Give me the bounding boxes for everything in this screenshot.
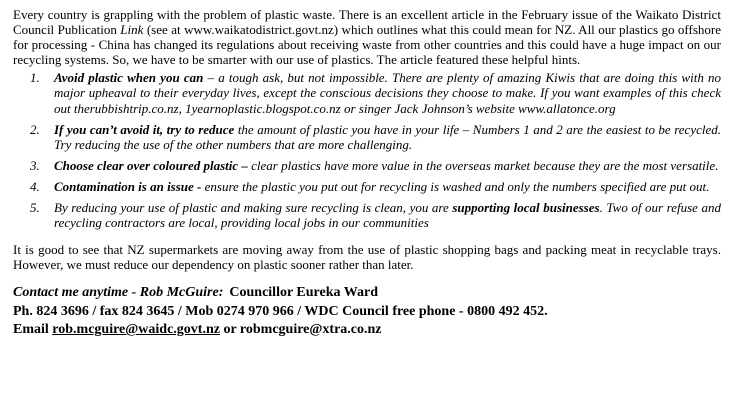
- closing-paragraph: It is good to see that NZ supermarkets are moving away from the use of plastic shopping bags and packing meat in recyclable trays. However, we must reduce our dependency on plastic sooner rather than later.: [13, 242, 721, 273]
- list-item-bold: Contamination is an issue -: [54, 178, 202, 194]
- list-item-text: [54, 122, 721, 152]
- intro-text-pre: Every country is grappling with the problem of plastic waste. There is an excellent article in the February issue of the Waikato District Council Publication: [13, 7, 721, 38]
- list-item-number: 5.: [30, 200, 40, 216]
- contact-email-line: [13, 321, 721, 339]
- list-item: [13, 70, 721, 115]
- contact-title: Councillor Eureka Ward: [229, 285, 378, 301]
- list-item-bold: Choose clear over coloured plastic –: [54, 157, 248, 173]
- contact-name-line: [13, 284, 721, 302]
- helpful-hints-list: [13, 70, 721, 230]
- contact-email-alt: or robmcguire@xtra.co.nz: [219, 322, 382, 338]
- list-item-text: [54, 200, 721, 230]
- contact-name-italic: Contact me anytime - Rob McGuire:: [13, 285, 224, 301]
- intro-text-post: (see at www.waikatodistrict.govt.nz) which outlines what this could mean for NZ. All our plastics go offshore for processing - China has changed its regulations about receiving waste from other countries and this could have a huge impact on our recycling systems. So, we have to be smarter with our use of plastics. The article featured these helpful hints.: [13, 22, 721, 68]
- list-item-post: – a tough ask, but not impossible. There are plenty of amazing Kiwis that are doing this with no major upheaval to their everyday lives, except the conscious decisions they choose to make. If you want examples of this check out therubbishtrip.co.nz, 1yearnoplastic.blogspot.co.nz or singer Jack Johnson’s website www.allatonce.org: [54, 70, 721, 116]
- list-item: [13, 158, 721, 173]
- list-item-text: [54, 179, 721, 194]
- contact-block: [13, 284, 721, 339]
- list-item: [13, 122, 721, 152]
- list-item-post: the amount of plastic you have in your life – Numbers 1 and 2 are the easiest to be recycled. Try reducing the use of the other numbers that are more challenging.: [54, 121, 721, 152]
- list-item-bold: Avoid plastic when you can: [54, 70, 204, 86]
- list-item: [13, 200, 721, 230]
- list-item-number: 1.: [30, 70, 40, 86]
- publication-name: Link: [120, 22, 144, 38]
- contact-phone-line: Ph. 824 3696 / fax 824 3645 / Mob 0274 970 966 / WDC Council free phone - 0800 492 452.: [13, 303, 548, 319]
- list-item-text: [54, 70, 721, 115]
- list-item-number: 3.: [30, 157, 40, 173]
- intro-paragraph: [13, 7, 721, 67]
- list-item-number: 2.: [30, 121, 40, 137]
- contact-email-label: Email: [13, 322, 53, 338]
- list-item-bold: If you can’t avoid it, try to reduce: [54, 121, 235, 137]
- list-item-number: 4.: [30, 178, 40, 194]
- list-item-text: [54, 158, 721, 173]
- list-item-post: . Two of our refuse and recycling contractors are local, providing local jobs in our communities: [54, 200, 721, 231]
- list-item: [13, 179, 721, 194]
- email-link[interactable]: rob.mcguire@waidc.govt.nz: [52, 322, 220, 338]
- list-item-pre: By reducing your use of plastic and making sure recycling is clean, you are: [54, 200, 453, 216]
- list-item-bold: supporting local businesses: [452, 200, 600, 216]
- list-item-post: ensure the plastic you put out for recycling is washed and only the numbers specified are put out.: [201, 178, 710, 194]
- list-item-post: clear plastics have more value in the overseas market because they are the most versatile.: [247, 157, 719, 173]
